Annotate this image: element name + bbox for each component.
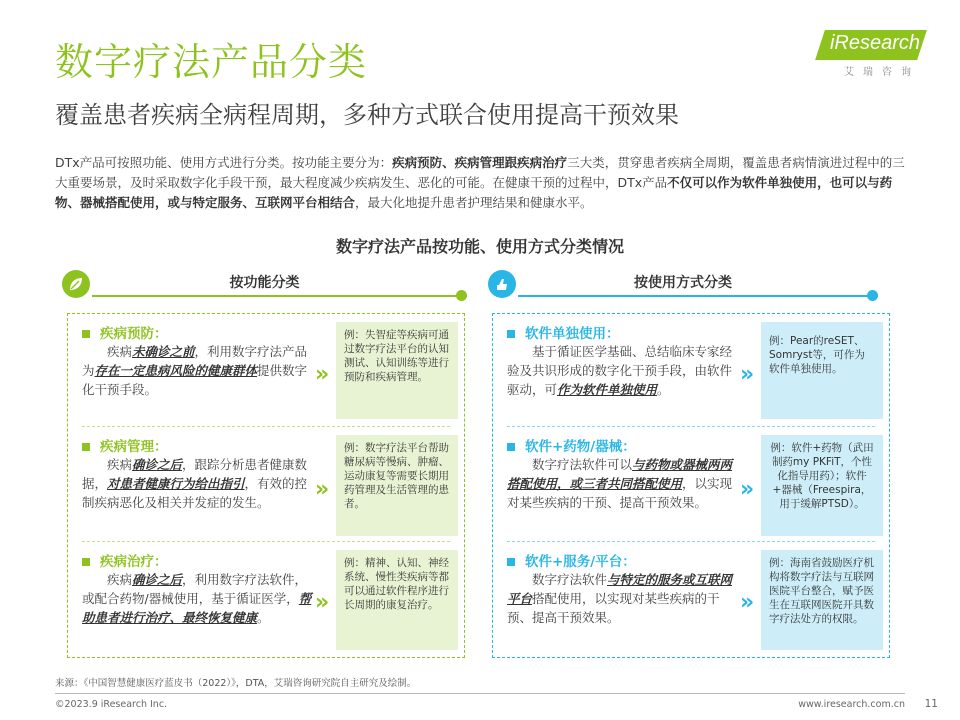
desc-text: 搭配使用，以实现对某些疾病的干预、提高干预效果。 xyxy=(507,591,720,625)
example-box: 例：失智症等疾病可通过数字疗法平台的认知测试、认知训练等进行预防和疾病管理。 xyxy=(336,322,458,419)
item-title: 软件+服务/平台： xyxy=(525,554,636,570)
intro-bold-1: 疾病预防、疾病管理跟疾病治疗 xyxy=(392,155,568,170)
item-title: 疾病预防： xyxy=(100,326,168,342)
desc-emphasis: 与药物或器械两两搭配使用，或三者共同搭配使用 xyxy=(507,457,733,491)
desc-text: 提供数字化干预手段。 xyxy=(82,363,308,397)
desc-text: ，利用数字疗法软件，或配合药物/器械使用，基于循证医学， xyxy=(82,572,308,606)
iresearch-logo xyxy=(820,30,930,80)
desc-emphasis: 未确诊之前 xyxy=(132,344,195,359)
desc-text: ，跟踪分析患者健康数据， xyxy=(82,457,308,491)
intro-paragraph xyxy=(55,153,910,213)
function-item-management xyxy=(68,427,464,541)
intro-text-3: ，最大化地提升患者护理结果和健康水平。 xyxy=(355,195,593,210)
item-description xyxy=(82,570,312,627)
copyright: ©2023.9 iResearch Inc. xyxy=(55,699,168,710)
double-chevron-right-icon: » xyxy=(315,590,330,615)
left-header-line xyxy=(92,295,467,297)
desc-emphasis: 确诊之后 xyxy=(132,572,183,587)
double-chevron-right-icon: » xyxy=(740,362,755,387)
desc-emphasis: 确诊之后 xyxy=(132,457,183,472)
item-description xyxy=(82,342,312,399)
function-item-prevention xyxy=(68,314,464,426)
item-description xyxy=(507,342,737,399)
function-item-treatment xyxy=(68,542,464,657)
usage-item-software-drug-device xyxy=(493,427,889,541)
page-subtitle: 覆盖患者疾病全病程周期，多种方式联合使用提高干预效果 xyxy=(55,101,679,129)
source-note: 来源：《中国智慧健康医疗蓝皮书（2022）》，DTA，艾瑞咨询研究院自主研究及绘制。 xyxy=(55,678,417,689)
desc-text: ，以实现对某些疾病的干预、提高干预效果。 xyxy=(507,476,733,510)
example-box: 例：软件+药物（武田制药my PKFiT，个性化指导用药）；软件+器械（Freespira，用于缓解PTSD）。 xyxy=(761,435,883,536)
item-description xyxy=(507,455,737,512)
desc-text: ，有效的控制疾病恶化及相关并发症的发生。 xyxy=(82,476,308,510)
desc-text: 数字疗法软件 xyxy=(532,572,608,587)
desc-text: 基于循证医学基础、总结临床专家经验及共识形成的数字化干预手段，由软件驱动，可 xyxy=(507,344,733,397)
item-title: 软件+药物/器械： xyxy=(525,439,636,455)
item-title: 疾病管理： xyxy=(100,439,168,455)
example-box: 例：数字疗法平台帮助糖尿病等慢病、肿瘤、运动康复等需要长期用药管理及生活管理的患者。 xyxy=(336,435,458,536)
example-box: 例：海南省鼓励医疗机构将数字疗法与互联网医院平台整合，赋予医生在互联网医院开具数字疗法处方的权限。 xyxy=(761,550,883,650)
desc-text: 。 xyxy=(257,610,270,625)
right-header-line xyxy=(518,295,878,297)
intro-text-2: 三大类，贯穿患者疾病全周期，覆盖患者病情演进过程中的三大重要场景，及时采取数字化手段干预，最大程度减少疾病发生、恶化的可能。在健康干预的过程中，DTx产品 xyxy=(55,155,905,190)
usage-item-software-only xyxy=(493,314,889,426)
item-description xyxy=(507,570,737,627)
example-box: 例：Pear的reSET、Somryst等，可作为软件单独使用。 xyxy=(761,322,883,419)
desc-emphasis: 作为软件单独使用 xyxy=(557,382,658,397)
item-title: 软件单独使用： xyxy=(525,326,620,342)
desc-text: 疾病 xyxy=(107,344,133,359)
desc-text: 数字疗法软件可以 xyxy=(532,457,633,472)
double-chevron-right-icon: » xyxy=(740,477,755,502)
desc-text: 疾病 xyxy=(107,572,133,587)
section-title: 数字疗法产品按功能、使用方式分类情况 xyxy=(335,237,624,256)
double-chevron-right-icon: » xyxy=(315,362,330,387)
footer-divider xyxy=(55,693,905,694)
intro-text-1: DTx产品可按照功能、使用方式进行分类。按功能主要分为： xyxy=(55,155,393,170)
item-title: 疾病治疗： xyxy=(100,554,168,570)
double-chevron-right-icon: » xyxy=(740,590,755,615)
item-description xyxy=(82,455,312,512)
desc-emphasis: 帮助患者进行治疗、最终恢复健康 xyxy=(82,591,312,625)
right-column-header xyxy=(488,270,878,300)
desc-text: ，利用数字疗法产品为 xyxy=(82,344,308,378)
usage-item-software-service-platform xyxy=(493,542,889,657)
example-box: 例：精神、认知、神经系统、慢性类疾病等都可以通过软件程序进行长周期的康复治疗。 xyxy=(336,550,458,650)
desc-text: 疾病 xyxy=(107,457,133,472)
right-header-label: 按使用方式分类 xyxy=(634,275,732,291)
desc-emphasis: 对患者健康行为给出指引 xyxy=(107,476,245,491)
desc-emphasis: 存在一定患病风险的健康群体 xyxy=(94,363,258,378)
left-header-label: 按功能分类 xyxy=(229,275,300,291)
page-number: 11 xyxy=(924,698,938,710)
page-title: 数字疗法产品分类 xyxy=(55,40,368,84)
usage-panel xyxy=(492,313,890,658)
logo-cn: 艾瑞咨询 xyxy=(844,67,920,78)
left-column-header xyxy=(62,270,467,300)
website-link[interactable]: www.iresearch.com.cn xyxy=(798,699,905,710)
intro-bold-2: 不仅可以作为软件单独使用，也可以与药物、器械搭配使用，或与特定服务、互联网平台相结合 xyxy=(55,175,893,210)
desc-emphasis: 与特定的服务或互联网平台 xyxy=(507,572,733,606)
logo-text: iResearch xyxy=(829,32,920,54)
desc-text: 。 xyxy=(657,382,670,397)
function-panel xyxy=(67,313,465,658)
double-chevron-right-icon: » xyxy=(315,477,330,502)
